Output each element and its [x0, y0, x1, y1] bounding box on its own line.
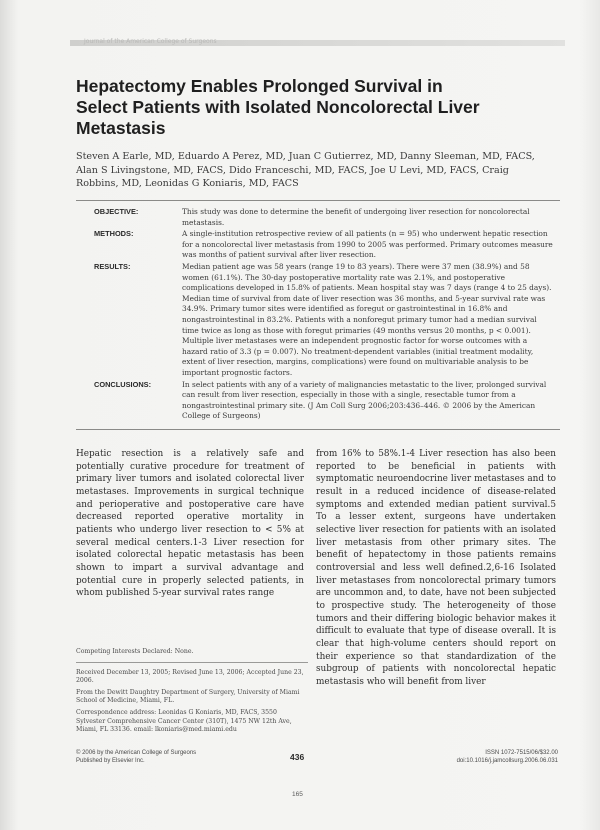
abstract-label: METHODS:	[94, 229, 134, 239]
issn: ISSN 1072-7515/06/$32.00	[485, 750, 558, 756]
abstract-label: CONCLUSIONS:	[94, 379, 152, 389]
received-dates: Received December 13, 2005; Revised June 13, 2006; Accepted June 23, 2006.	[76, 668, 304, 685]
article-title: Hepatectomy Enables Prolonged Survival in Select Patients with Isolated Noncolorectal Liver Metastasis	[76, 76, 480, 138]
archive-stamp-number: 165	[292, 791, 303, 798]
footer-copyright	[76, 749, 196, 765]
author-list: Steven A Earle, MD, Eduardo A Perez, MD, Juan C Gutierrez, MD, Danny Sleeman, MD, FACS, Alan S Livingstone, MD, FACS, Dido Franceschi, MD, FACS, Joe U Levi, MD, FACS, Craig Robbins, MD, Leonidas G Koniaris, MD, FACS	[76, 151, 535, 189]
affiliation: From the Dewitt Daughtry Department of Surgery, University of Miami School of Medicine, Miami, FL.	[76, 688, 300, 705]
abstract-results	[76, 262, 560, 379]
competing-interests: Competing Interests Declared: None.	[76, 648, 308, 663]
doi: doi:10.1016/j.jamcollsurg.2006.06.031	[456, 758, 558, 764]
abstract-conclusions	[76, 380, 560, 422]
body-text-left-column: Hepatic resection is a relatively safe and potentially curative procedure for treatment of primary liver tumors and isolated colorectal liver metastases. Improvements in surgical technique and perioperative and postoperative care have decreased reported operative mortality in patients who undergo liver resection to < 5% at several medical centers.1-3 Liver resection for isolated colorectal hepatic metastasis has been shown to impart a survival advantage and potential cure in properly selected patients, in whom published 5-year survival rates range	[76, 449, 304, 599]
abstract-text: A single-institution retrospective review of all patients (n = 95) who underwent hepatic resection for a noncolorectal liver metastasis from 1990 to 2005 was performed. Primary outcomes measure was months of patient survival after liver resection.	[182, 229, 553, 260]
page-number: 436	[290, 752, 305, 762]
abstract-methods	[76, 229, 560, 261]
correspondence: Correspondence address: Leonidas G Koniaris, MD, FACS, 3550 Sylvester Comprehensive Cancer Center (310T), 1475 NW 12th Ave, Miami, FL 33136. email: lkoniaris@med.miami.edu	[76, 708, 292, 734]
abstract-objective	[76, 207, 560, 228]
abstract-label: RESULTS:	[94, 261, 131, 271]
body-text-right-column: from 16% to 58%.1-4 Liver resection has also been reported to be beneficial in patients with symptomatic neuroendocrine liver metastases and to result in a reduced incidence of disease-related symptoms and extended median patient survival.5 To a lesser extent, surgeons have undertaken selective liver resection for patients with an isolated liver metastasis from other primary sites. The benefit of hepatectomy in those patients remains controversial and less well defined.2,6-16 Isolated liver metastases from noncolorectal primary tumors are uncommon and, to date, have not been subjected to prospective study. The heterogeneity of those tumors and their differing biologic behavior makes it difficult to evaluate that type of disease overall. It is clear that high-volume centers should report on their experience so that standardization of the subgroup of patients with noncolorectal hepatic metastasis who will benefit from liver	[316, 449, 556, 687]
footnotes	[76, 648, 308, 738]
footer-identifiers	[420, 749, 558, 765]
publisher-line: Published by Elsevier Inc.	[76, 758, 145, 764]
abstract-text: This study was done to determine the benefit of undergoing liver resection for noncolorectal metastasis.	[182, 207, 530, 227]
copyright-line: © 2006 by the American College of Surgeons	[76, 750, 197, 756]
abstract-label: OBJECTIVE:	[94, 207, 139, 216]
abstract-text: Median patient age was 58 years (range 19 to 83 years). There were 37 men (38.9%) and 58 women (61.1%). The 30-day postoperative mortality rate was 2.1%, and postoperative complications developed in 15.8% of patients. Mean hospital stay was 7 days (range 4 to 25 days). Median time of survival from date of liver resection was 36 months, and 5-year survival rate was 34.9%. Primary tumor sites were identified as foregut or gastrointestinal in 16.8% and nongastrointestinal in 83.2%. Patients with a nonforegut primary tumor had a median survival time twice as long as those with foregut primaries (49 months versus 20 months, p < 0.001). Multiple liver metastases were an independent prognostic factor for worse outcomes with a hazard ratio of 3.3 (p = 0.007). No treatment-dependent variables (initial treatment modality, extent of liver resection, margins, complications) were found on multivariable analysis to be important prognostic factors.	[182, 261, 552, 377]
structured-abstract	[76, 200, 560, 430]
abstract-text: In select patients with any of a variety of malignancies metastatic to the liver, prolonged survival can result from liver resection, especially in those with a single, resectable tumor from a nongastrointestinal primary site. (J Am Coll Surg 2006;203:436–446. © 2006 by the American College of Surgeons)	[182, 379, 547, 421]
running-head: Journal of the American College of Surgeons	[84, 38, 217, 45]
